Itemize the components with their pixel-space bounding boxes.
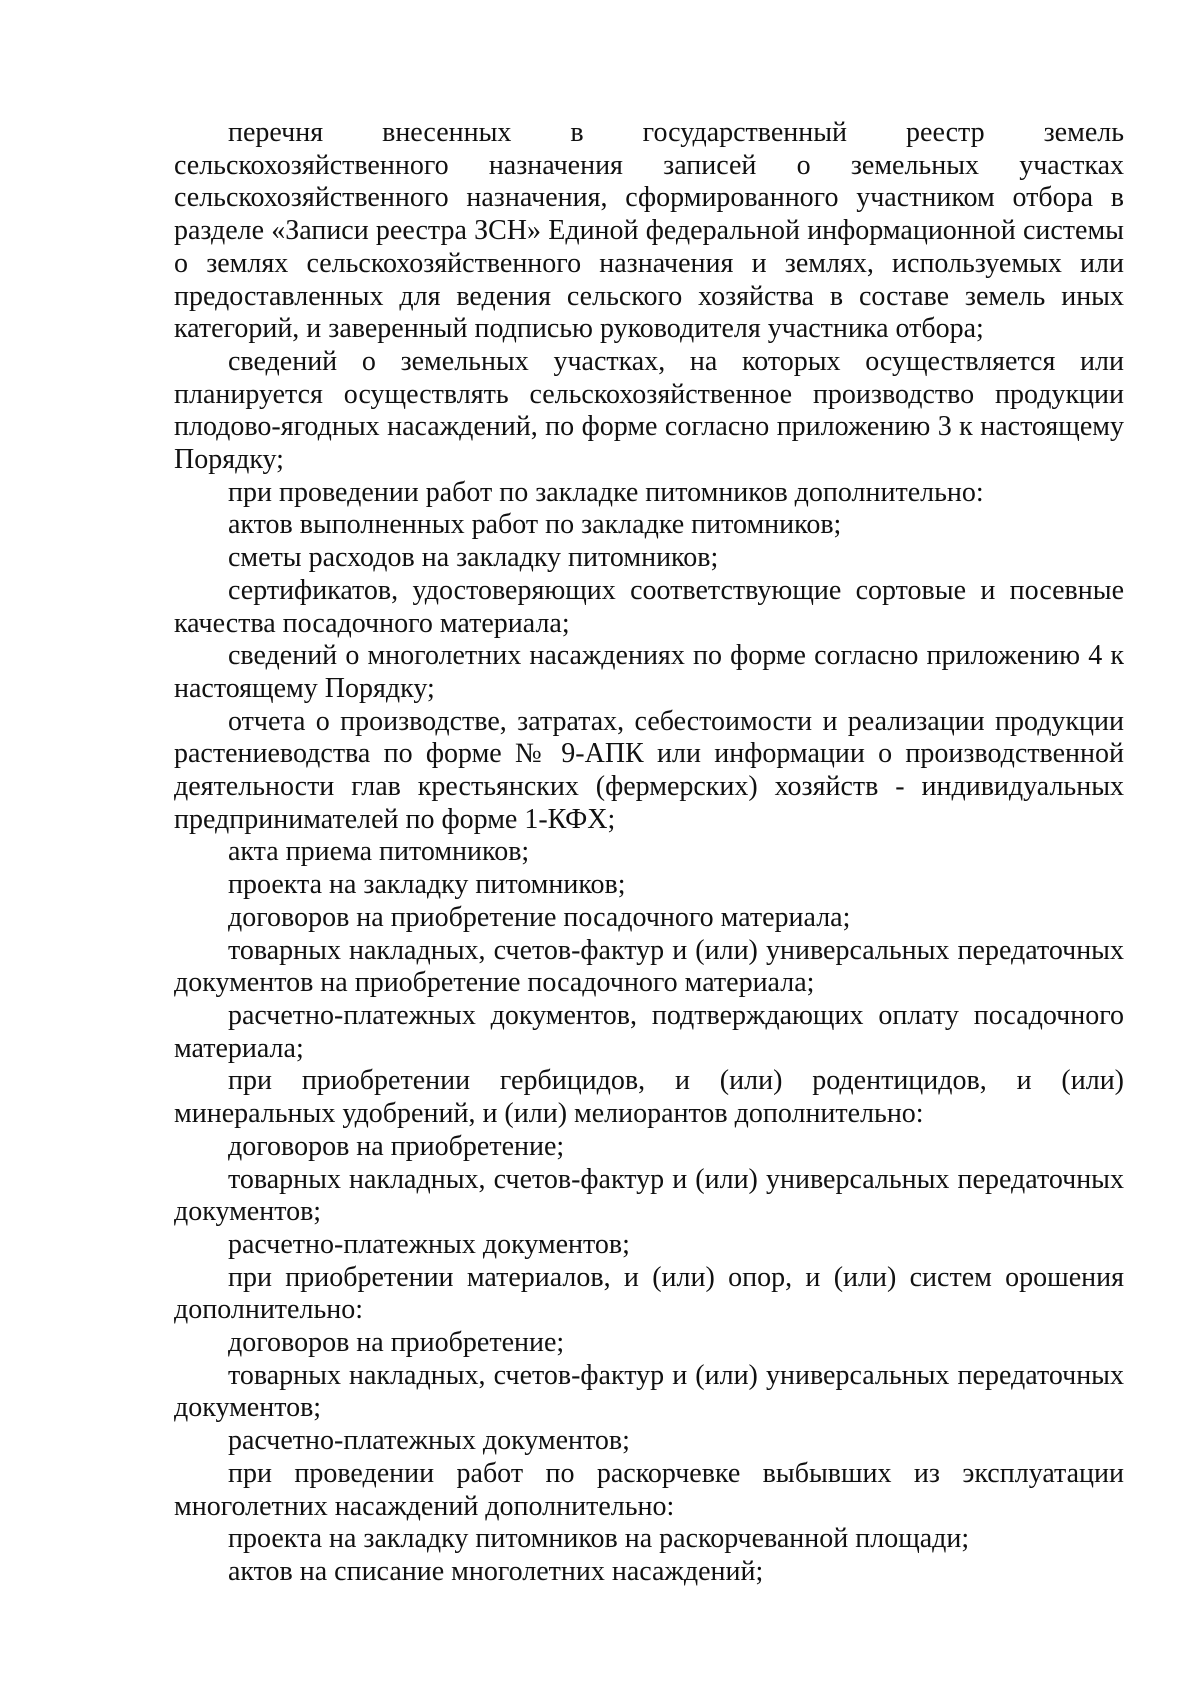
paragraph-payment-docs-planting: расчетно-платежных документов, подтверждающих оплату посадочного материала; (174, 999, 1124, 1064)
paragraph-cost-estimates: сметы расходов на закладку питомников; (228, 542, 719, 574)
document-body (174, 117, 1124, 1589)
paragraph-acts-of-works: актов выполненных работ по закладке питомников; (228, 509, 842, 541)
paragraph-purchase-contracts-2: договоров на приобретение; (228, 1327, 565, 1359)
paragraph-payment-docs-1: расчетно-платежных документов; (228, 1228, 630, 1260)
paragraph-certificates: сертификатов, удостоверяющих соответствующие сортовые и посевные качества посадочного материала; (174, 574, 1124, 639)
paragraph-payment-docs-2: расчетно-платежных документов; (228, 1425, 630, 1457)
paragraph-land-plots-info: сведений о земельных участках, на которых осуществляется или планируется осуществлять сельскохозяйственное производство продукции плодово-ягодных насаждений, по форме согласно приложению 3 к настоящему Порядку; (174, 345, 1124, 476)
paragraph-invoices-2: товарных накладных, счетов-фактур и (или) универсальных передаточных документов; (174, 1359, 1124, 1424)
paragraph-herbicides-heading: при приобретении гербицидов, и (или) родентицидов, и (или) минеральных удобрений, и (или) мелиорантов дополнительно: (174, 1065, 1124, 1130)
paragraph-invoices-planting: товарных накладных, счетов-фактур и (или) универсальных передаточных документов на приобретение посадочного материала; (174, 934, 1124, 999)
paragraph-planting-contracts: договоров на приобретение посадочного материала; (228, 901, 851, 933)
paragraph-nursery-works-heading: при проведении работ по закладке питомников дополнительно: (228, 476, 984, 508)
paragraph-invoices-1: товарных накладных, счетов-фактур и (или) универсальных передаточных документов; (174, 1163, 1124, 1228)
paragraph-materials-heading: при приобретении материалов, и (или) опор, и (или) систем орошения дополнительно: (174, 1261, 1124, 1326)
paragraph-uprooted-area-project: проекта на закладку питомников на раскорчеванной площади; (228, 1523, 970, 1555)
paragraph-uprooting-heading: при проведении работ по раскорчевке выбывших из эксплуатации многолетних насаждений дополнительно: (174, 1457, 1124, 1522)
paragraph-write-off-acts: актов на списание многолетних насаждений; (228, 1555, 764, 1587)
paragraph-perennial-plantings-info: сведений о многолетних насаждениях по форме согласно приложению 4 к настоящему Порядку; (174, 640, 1124, 704)
paragraph-purchase-contracts-1: договоров на приобретение; (228, 1130, 565, 1162)
paragraph-production-report: отчета о производстве, затратах, себестоимости и реализации продукции растениеводства по форме № 9-АПК или информации о производственной деятельности глав крестьянских (фермерских) хозяйств - индивидуальных предпринимателей по форме 1-КФХ; (174, 705, 1124, 835)
paragraph-acceptance-act: акта приема питомников; (228, 836, 530, 868)
paragraph-land-registry-list: перечня внесенных в государственный реестр земель сельскохозяйственного назначения записей о земельных участках сельскохозяйственного назначения, сформированного участником отбора в разделе «Записи реестра ЗСН» Единой федеральной информационной системы о землях сельскохозяйственного назначения и землях, используемых или предоставленных для ведения сельского хозяйства в составе земель иных категорий, и заверенный подписью руководителя участника отбора; (174, 117, 1124, 345)
paragraph-nursery-project: проекта на закладку питомников; (228, 869, 626, 901)
